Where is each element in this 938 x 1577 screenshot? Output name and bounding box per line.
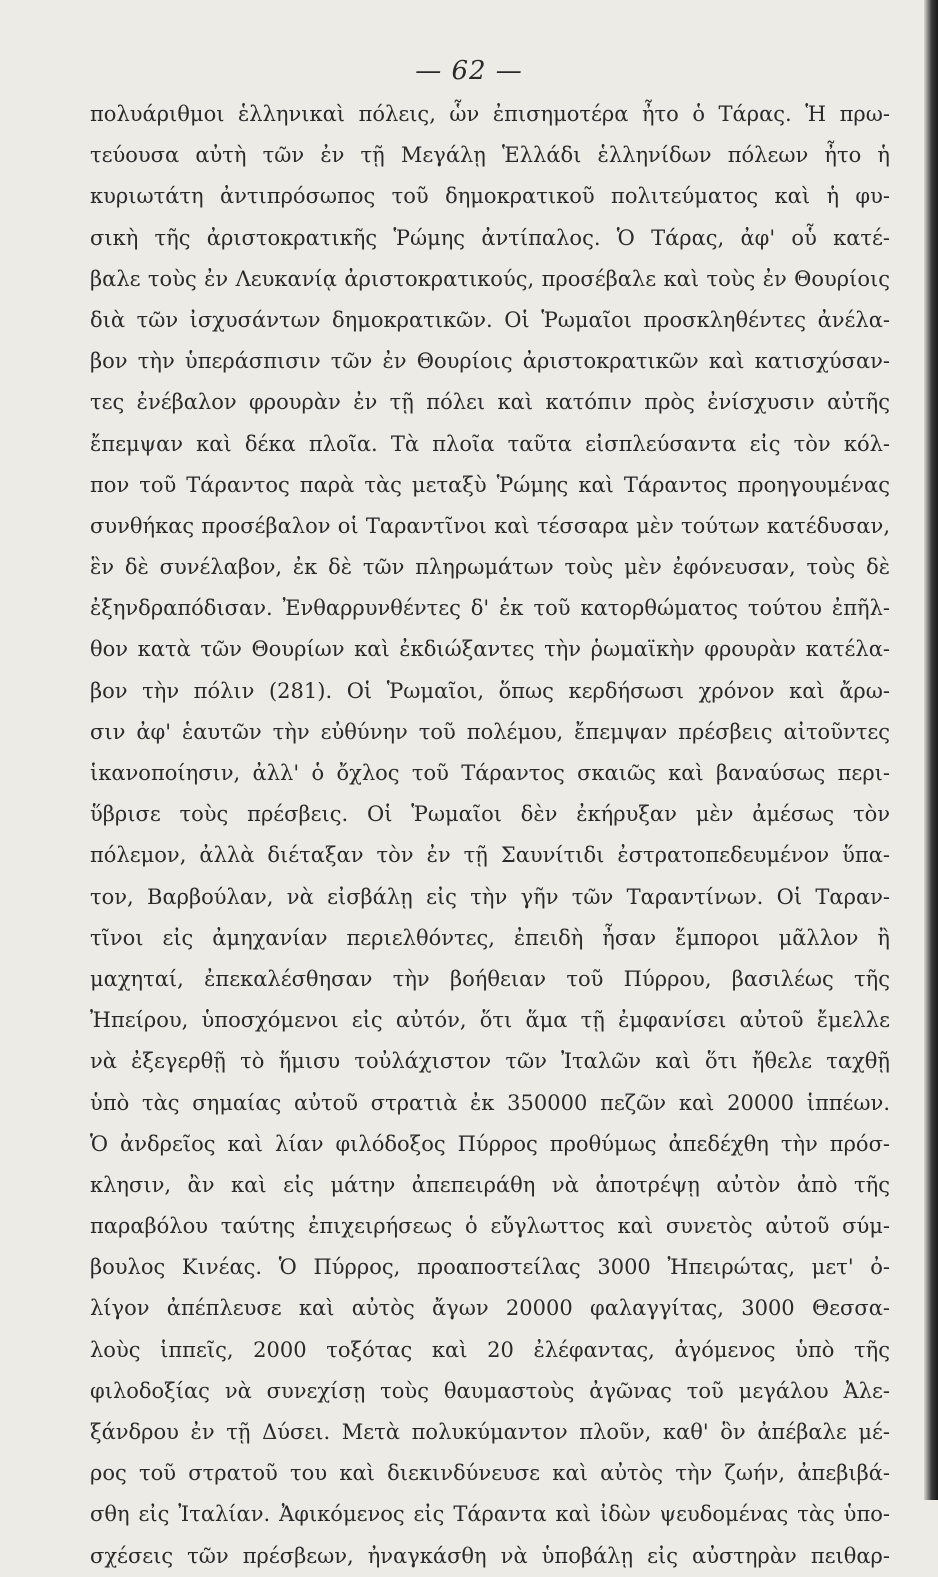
text-line: ἱκανοποίησιν, ἀλλ' ὁ ὄχλος τοῦ Τάραντος σκαιῶς καὶ βαναύσως περι- — [90, 761, 890, 785]
text-line: συνθήκας προσέβαλον οἱ Ταραντῖνοι καὶ τέσσαρα μὲν τούτων κατέδυσαν, — [90, 513, 890, 538]
body-text — [90, 94, 890, 1577]
text-line: τεύουσα αὐτὴ τῶν ἐν τῇ Μεγάλῃ Ἑλλάδι ἑλληνίδων πόλεων ἦτο ἡ — [90, 143, 890, 168]
page-number: — 62 — — [415, 56, 523, 86]
text-line: νὰ ἐξεγερθῇ τὸ ἥμισυ τοὐλάχιστον τῶν Ἰταλῶν καὶ ὅτι ἤθελε ταχθῇ — [90, 1049, 890, 1074]
text-line: τες ἐνέβαλον φρουρὰν ἐν τῇ πόλει καὶ κατόπιν πρὸς ἐνίσχυσιν αὐτῆς — [90, 390, 890, 415]
text-line: σχέσεις τῶν πρέσβεων, ἠναγκάσθη νὰ ὑποβάλῃ εἰς αὐστηρὰν πειθαρ- — [90, 1543, 890, 1568]
text-line: σιν ἀφ' ἑαυτῶν τὴν εὐθύνην τοῦ πολέμου, ἔπεμψαν πρέσβεις αἰτοῦντες — [90, 719, 890, 744]
text-line: ἐξηνδραπόδισαν. Ἐνθαρρυνθέντες δ' ἐκ τοῦ κατορθώματος τούτου ἐπῆλ- — [90, 596, 890, 621]
text-line: σθη εἰς Ἰταλίαν. Ἀφικόμενος εἰς Τάραντα καὶ ἰδὼν ψευδομένας τὰς ὑπο- — [90, 1502, 890, 1527]
text-line: σικὴ τῆς ἀριστοκρατικῆς Ῥώμης ἀντίπαλος. Ὁ Τάρας, ἀφ' οὗ κατέ- — [90, 225, 890, 250]
text-line: ἔπεμψαν καὶ δέκα πλοῖα. Τὰ πλοῖα ταῦτα εἰσπλεύσαντα εἰς τὸν κόλ- — [90, 431, 890, 456]
text-line: ξάνδρου ἐν τῇ Δύσει. Μετὰ πολυκύμαντον πλοῦν, καθ' ὃν ἀπέβαλε μέ- — [90, 1420, 890, 1444]
page-edge-shadow — [924, 0, 938, 1500]
text-line: πον τοῦ Τάραντος παρὰ τὰς μεταξὺ Ῥώμης καὶ Τάραντος προηγουμένας — [90, 472, 890, 497]
text-line: λίγον ἀπέπλευσε καὶ αὐτὸς ἄγων 20000 φαλαγγίτας, 3000 Θεσσα- — [90, 1296, 890, 1321]
text-line: παραβόλου ταύτης ἐπιχειρήσεως ὁ εὔγλωττος καὶ συνετὸς αὐτοῦ σύμ- — [90, 1214, 890, 1239]
text-line: ὑπὸ τὰς σημαίας αὐτοῦ στρατιὰ ἐκ 350000 πεζῶν καὶ 20000 ἱππέων. — [90, 1090, 890, 1115]
text-line: μαχηταί, ἐπεκαλέσθησαν τὴν βοήθειαν τοῦ Πύρρου, βασιλέως τῆς — [90, 966, 890, 991]
text-line: φιλοδοξίας νὰ συνεχίσῃ τοὺς θαυμαστοὺς ἀγῶνας τοῦ μεγάλου Ἀλε- — [90, 1378, 890, 1403]
text-line: βον τὴν πόλιν (281). Οἱ Ῥωμαῖοι, ὅπως κερδήσωσι χρόνον καὶ ἄρω- — [90, 678, 890, 703]
text-line: τον, Βαρβούλαν, νὰ εἰσβάλῃ εἰς τὴν γῆν τῶν Ταραντίνων. Οἱ Ταραν- — [90, 884, 890, 909]
text-line: πολυάριθμοι ἑλληνικαὶ πόλεις, ὧν ἐπισημοτέρα ἦτο ὁ Τάρας. Ἡ πρω- — [90, 102, 890, 126]
text-line: ἓν δὲ συνέλαβον, ἐκ δὲ τῶν πληρωμάτων τοὺς μὲν ἐφόνευσαν, τοὺς δὲ — [90, 555, 890, 580]
text-line: θον κατὰ τῶν Θουρίων καὶ ἐκδιώξαντες τὴν ῥωμαϊκὴν φρουρὰν κατέλα- — [90, 637, 890, 662]
text-line: βαλε τοὺς ἐν Λευκανίᾳ ἀριστοκρατικούς, προσέβαλε καὶ τοὺς ἐν Θουρίοις — [90, 266, 890, 291]
text-line: κυριωτάτη ἀντιπρόσωπος τοῦ δημοκρατικοῦ πολιτεύματος καὶ ἡ φυ- — [90, 184, 890, 209]
text-line: πόλεμον, ἀλλὰ διέταξαν τὸν ἐν τῇ Σαυνίτιδι ἐστρατοπεδευμένον ὕπα- — [90, 843, 890, 868]
text-line: Ἠπείρου, ὑποσχόμενοι εἰς αὐτόν, ὅτι ἅμα τῇ ἐμφανίσει αὐτοῦ ἔμελλε — [90, 1008, 890, 1033]
text-line: λοὺς ἱππεῖς, 2000 τοξότας καὶ 20 ἐλέφαντας, ἀγόμενος ὑπὸ τῆς — [90, 1337, 890, 1362]
text-line: διὰ τῶν ἰσχυσάντων δημοκρατικῶν. Οἱ Ῥωμαῖοι προσκληθέντες ἀνέλα- — [90, 307, 890, 332]
text-line: τῖνοι εἰς ἀμηχανίαν περιελθόντες, ἐπειδὴ ἦσαν ἔμποροι μᾶλλον ἢ — [90, 925, 890, 950]
text-line: κλησιν, ἂν καὶ εἰς μάτην ἀπεπειράθη νὰ ἀποτρέψῃ αὐτὸν ἀπὸ τῆς — [90, 1172, 890, 1197]
text-line: ὕβρισε τοὺς πρέσβεις. Οἱ Ῥωμαῖοι δὲν ἐκήρυξαν μὲν ἀμέσως τὸν — [90, 802, 890, 827]
text-line: βον τὴν ὑπεράσπισιν τῶν ἐν Θουρίοις ἀριστοκρατικῶν καὶ κατισχύσαν- — [90, 349, 890, 374]
text-line: ρος τοῦ στρατοῦ του καὶ διεκινδύνευσε καὶ αὐτὸς τὴν ζωήν, ἀπεβιβά- — [90, 1461, 890, 1486]
text-line: Ὁ ἀνδρεῖος καὶ λίαν φιλόδοξος Πύρρος προθύμως ἀπεδέχθη τὴν πρόσ- — [90, 1131, 890, 1156]
text-line: βουλος Κινέας. Ὁ Πύρρος, προαποστείλας 3000 Ἠπειρώτας, μετ' ὀ- — [90, 1255, 890, 1280]
